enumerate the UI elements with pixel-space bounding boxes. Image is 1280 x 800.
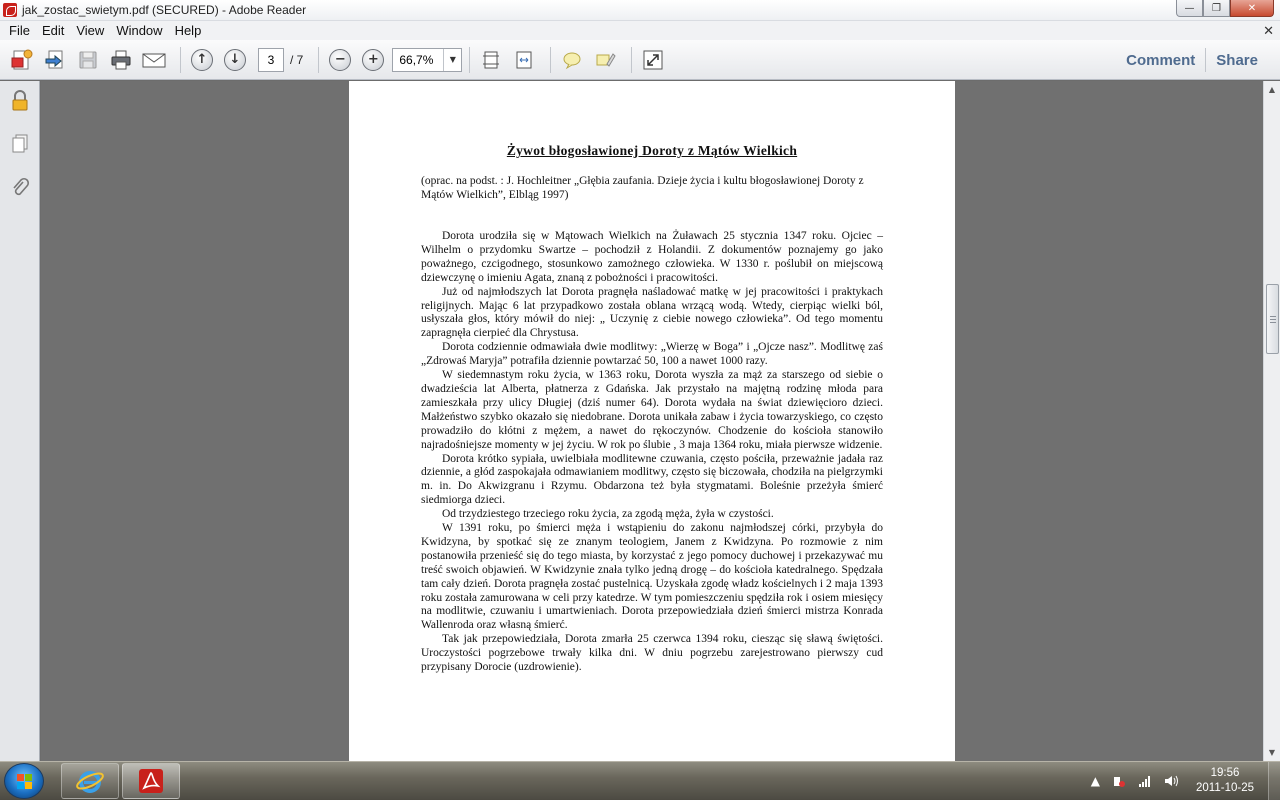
toolbar-right-links <box>1116 40 1268 80</box>
clock-date: 2011-10-25 <box>1196 782 1254 794</box>
next-page-icon: ↓ <box>224 49 246 71</box>
scroll-up-icon[interactable]: ▲ <box>1268 85 1276 94</box>
paragraph: Od trzydziestego trzeciego roku życia, za zgodą męża, żyła w czystości. <box>442 508 774 521</box>
toolbar-separator <box>180 47 181 73</box>
previous-page-icon: ↑ <box>191 49 213 71</box>
navigation-pane <box>0 81 40 761</box>
email-button[interactable] <box>140 46 168 74</box>
adobe-reader-icon <box>136 766 166 796</box>
clock-time: 19:56 <box>1210 767 1240 779</box>
windows-logo-icon <box>17 774 33 790</box>
page-thumbnails-button[interactable] <box>9 133 31 155</box>
show-hidden-icons-button[interactable]: ▲ <box>1090 774 1101 788</box>
document-body <box>421 230 883 675</box>
network-icon[interactable] <box>1138 774 1152 788</box>
zoom-in-button[interactable] <box>359 46 387 74</box>
paragraph: Dorota krótko sypiała, uwielbiała modlitewne czuwania, często pościła, przeważnie jadała raz dziennie, a głód zaspokajała odmawianiem modlitwy, często się biczowała, chodziła na pielgrzymki m. in. Do Akwizgranu i Rzymu. Obdarzona też była stygmatami. Boleśnie przeżyła śmierć siedmiorga dzieci. <box>421 452 883 507</box>
highlight-icon <box>593 48 617 72</box>
create-pdf-icon <box>10 48 34 72</box>
document-source: (oprac. na podst. : J. Hochleitner „Głębia zaufania. Dzieje życia i kultu błogosławionej Doroty z Mątów Wielkich”, Elbląg 1997) <box>421 175 864 201</box>
previous-page-button[interactable] <box>188 46 216 74</box>
paragraph: Tak jak przepowiedziała, Dorota zmarła 25 czerwca 1394 roku, ciesząc się sławą świętości. Uroczystości pogrzebowe trwały kilka dni. W dniu pogrzebu zarejestrowano pierwszy cud przypisany Dorocie (uzdrowienie). <box>421 633 883 674</box>
title-bar <box>0 0 1280 21</box>
document-title: Żywot błogosławionej Doroty z Mątów Wielkich <box>506 143 798 158</box>
print-icon <box>109 48 133 72</box>
internet-explorer-icon <box>75 766 105 796</box>
minimize-button[interactable]: — <box>1176 0 1203 17</box>
adobe-reader-icon <box>3 3 17 17</box>
save-icon <box>76 48 100 72</box>
full-screen-icon <box>641 48 665 72</box>
sticky-note-icon <box>560 48 584 72</box>
taskbar <box>0 761 1280 800</box>
open-icon <box>43 48 67 72</box>
open-button[interactable] <box>41 46 69 74</box>
clock[interactable] <box>1196 766 1254 796</box>
comment-button[interactable]: Comment <box>1126 51 1196 69</box>
menu-file[interactable]: File <box>9 23 30 38</box>
pdf-page <box>349 81 955 761</box>
show-desktop-button[interactable] <box>1268 762 1280 800</box>
zoom-select[interactable] <box>392 48 462 72</box>
create-pdf-button[interactable] <box>8 46 36 74</box>
vertical-scrollbar[interactable] <box>1263 81 1280 761</box>
pages-icon <box>10 133 30 155</box>
page-number-input[interactable]: 3 <box>258 48 284 72</box>
taskbar-adobe-reader[interactable] <box>122 763 180 799</box>
full-screen-button[interactable] <box>639 46 667 74</box>
fit-width-button[interactable] <box>510 46 538 74</box>
share-button[interactable]: Share <box>1216 51 1258 69</box>
sticky-note-button[interactable] <box>558 46 586 74</box>
start-button[interactable] <box>4 763 44 799</box>
paragraph: Dorota urodziła się w Mątowach Wielkich na Żuławach 25 stycznia 1347 roku. Ojciec – Wilhelm o przydomku Swartze – pochodził z Holandii. Z dokumentów poznajemy go jako poważnego, czcigodnego, stosunkowo zamożnego człowieka. W 1330 r. poślubił on miejscową dziewczynę o imieniu Agata, znaną z pobożności i pracowitości. <box>421 230 883 284</box>
fit-page-button[interactable] <box>477 46 505 74</box>
window-controls <box>1176 0 1274 17</box>
action-center-icon[interactable] <box>1112 774 1126 788</box>
zoom-out-icon: − <box>329 49 351 71</box>
chevron-down-icon[interactable]: ▼ <box>443 49 461 71</box>
toolbar-separator <box>550 47 551 73</box>
email-icon <box>141 48 167 72</box>
zoom-value: 66,7% <box>399 52 434 67</box>
paragraph: Już od najmłodszych lat Dorota pragnęła naśladować matkę w jej pracowitości i praktykach religijnych. Mając 6 lat przypadkowo została oblana wrzącą wodą. Wtedy, cierpiąc wielki ból, usłyszała głos, który mówił do niej: „ Uczynię z ciebie nowego człowieka”. Od tego momentu zapragnęła cierpieć dla Chrystusa. <box>421 285 883 340</box>
save-button[interactable] <box>74 46 102 74</box>
attachments-button[interactable] <box>9 176 31 198</box>
zoom-out-button[interactable] <box>326 46 354 74</box>
menu-window[interactable]: Window <box>116 23 163 38</box>
scroll-down-icon[interactable]: ▼ <box>1268 748 1276 757</box>
menu-edit[interactable]: Edit <box>41 23 65 38</box>
print-button[interactable] <box>107 46 135 74</box>
next-page-button[interactable] <box>221 46 249 74</box>
toolbar-separator <box>469 47 470 73</box>
document-area[interactable] <box>41 81 1263 761</box>
close-button[interactable]: ✕ <box>1230 0 1274 17</box>
zoom-in-icon: + <box>362 49 384 71</box>
paragraph: Dorota codziennie odmawiała dwie modlitwy: „Wierzę w Boga” i „Ojcze nasz”. Modlitwę zaś „Zdrowaś Maryja” potrafiła dziennie powtarzać 50, 100 a nawet 1000 razy. <box>421 341 883 368</box>
menu-help[interactable]: Help <box>174 23 202 38</box>
paragraph: W 1391 roku, po śmierci męża i wstąpieniu do zakonu najmłodszej córki, przybyła do Kwidzyna, by spotkać się ze znanym teologiem, Janem z Kwidzyna. Po rozmowie z nim postanowiła przenieść się do tego miasta, by korzystać z jego pomocy duchowej i przekazywać mu treść swoich objawień. W Kwidzynie znała tylko jedną drogę – do kościoła katedralnego. Spędzała tam cały dzień. Dorota pragnęła zostać pustelnicą. Uzyskała zgodę władz kościelnych i 2 maja 1393 roku została zamurowana w celi przy katedrze. W tym pomieszczeniu spędziła rok i osiem miesięcy na modlitwie, czuwaniu i umartwieniach. Dorota przepowiedziała dzień śmierci mistrza Konrada Wallenroda oraz własną śmierć. <box>421 522 883 632</box>
close-document-icon[interactable]: ✕ <box>1263 24 1274 39</box>
highlight-button[interactable] <box>591 46 619 74</box>
scrollbar-thumb[interactable] <box>1266 284 1279 354</box>
security-button[interactable] <box>9 90 31 112</box>
taskbar-internet-explorer[interactable] <box>61 763 119 799</box>
grip-icon <box>1270 316 1276 323</box>
toolbar <box>0 40 1280 80</box>
fit-page-icon <box>479 48 503 72</box>
toolbar-separator <box>318 47 319 73</box>
attachment-icon <box>10 176 30 198</box>
maximize-button[interactable]: ❐ <box>1203 0 1230 17</box>
paragraph: W siedemnastym roku życia, w 1363 roku, Dorota wyszła za mąż za starszego od siebie o dwadzieścia lat Alberta, płatnerza z Gdańska. Jak przystało na majętną rodzinę młoda para zamieszkała przy ulicy Długiej (dziś numer 64). Dorota wydała na świat dziewięcioro dzieci. Małżeństwo szybko okazało się niedobrane. Dorota unikała zabaw i życia towarzyskiego, co często prowadziło do kłótni z mężem, a nawet do rękoczynów. Chodzenie do kościoła stanowiło najradośniejsze momenty w jej życiu. W rok po ślubie , 3 maja 1364 roku, miała pierwsze widzenie. <box>421 369 883 451</box>
toolbar-separator <box>631 47 632 73</box>
system-tray <box>1085 762 1280 800</box>
fit-width-icon <box>512 48 536 72</box>
volume-icon[interactable] <box>1164 774 1180 788</box>
page-total: / 7 <box>290 52 304 67</box>
menu-bar <box>0 21 1280 40</box>
menu-view[interactable]: View <box>76 23 105 38</box>
window-title: jak_zostac_swietym.pdf (SECURED) - Adobe Reader <box>22 3 307 17</box>
lock-icon <box>10 90 30 112</box>
